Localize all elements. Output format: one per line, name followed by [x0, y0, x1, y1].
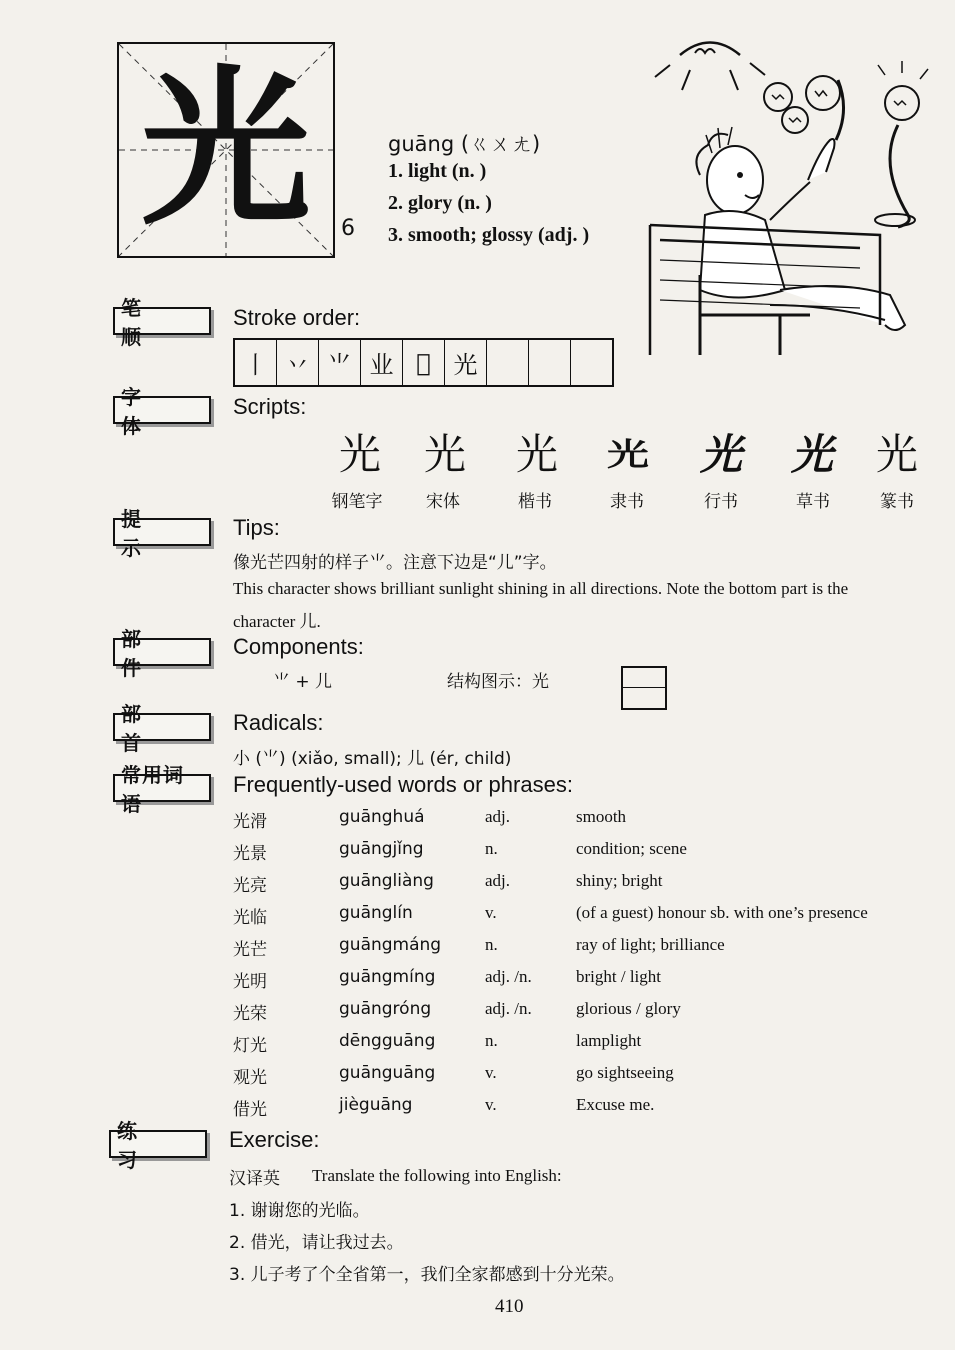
- script-char-kai: 光: [515, 430, 558, 479]
- label-words: [113, 763, 211, 816]
- stroke-step-9: [571, 340, 612, 385]
- word-pinyin: guānglín: [339, 903, 413, 923]
- word-chinese: 光临: [233, 908, 267, 928]
- word-chinese: 观光: [233, 1068, 267, 1088]
- stroke-step-3: ⺌: [319, 340, 361, 385]
- word-pinyin: guāngjǐng: [339, 839, 424, 859]
- word-pos: v.: [485, 1063, 497, 1082]
- exercise-instruction-cn: 汉译英: [229, 1169, 280, 1189]
- cartoon-illustration: [640, 35, 930, 375]
- exercise-instruction-en: Translate the following into English:: [312, 1166, 562, 1185]
- stroke-step-1: 丨: [235, 340, 277, 385]
- word-english: shiny; bright: [576, 871, 663, 890]
- stroke-order-grid: [233, 338, 614, 387]
- word-pos: adj. /n.: [485, 967, 532, 986]
- label-exercise-text: 练习: [117, 1119, 175, 1172]
- word-pos: adj.: [485, 871, 511, 890]
- script-name-xing: 行书: [704, 492, 738, 512]
- word-pos: n.: [485, 1031, 498, 1050]
- word-pos: v.: [485, 1095, 497, 1114]
- word-english: ray of light; brilliance: [576, 935, 725, 954]
- exercise-item-2: 2. 借光，请让我过去。: [229, 1233, 404, 1253]
- word-english: Excuse me.: [576, 1095, 655, 1114]
- stroke-step-7: [487, 340, 529, 385]
- word-pinyin: dēngguāng: [339, 1031, 436, 1051]
- script-name-song: 宋体: [426, 492, 460, 512]
- label-radicals-text: 部首: [121, 702, 179, 755]
- label-radicals: [113, 702, 211, 755]
- word-english: smooth: [576, 807, 627, 826]
- definition-3: 3. smooth; glossy (adj. ): [388, 224, 590, 246]
- tips-chinese: 像光芒四射的样子⺌。注意下边是“儿”字。: [233, 553, 557, 573]
- page-number: 410: [495, 1296, 524, 1317]
- script-name-kai: 楷书: [518, 492, 552, 512]
- exercise-item-1: 1. 谢谢您的光临。: [229, 1201, 370, 1221]
- script-name-li: 隶书: [610, 492, 644, 512]
- script-char-cao: 光: [790, 430, 833, 479]
- label-tips: [113, 507, 211, 560]
- word-pinyin: guāngmíng: [339, 967, 436, 987]
- word-chinese: 光荣: [233, 1004, 267, 1024]
- script-char-pen: 光: [338, 430, 381, 479]
- word-chinese: 灯光: [233, 1036, 267, 1056]
- scripts-title: Scripts:: [233, 394, 307, 419]
- label-tips-text: 提示: [121, 507, 179, 560]
- stroke-order-title: Stroke order:: [233, 305, 361, 330]
- word-pos: adj. /n.: [485, 999, 532, 1018]
- tips-english-line1: This character shows brilliant sunlight shining in all directions. Note the bottom part is the: [233, 579, 849, 598]
- word-pinyin: guāngmáng: [339, 935, 442, 955]
- stroke-step-2: 丷: [277, 340, 319, 385]
- word-english: lamplight: [576, 1031, 642, 1050]
- radicals-title: Radicals:: [233, 710, 324, 735]
- components-formula: ⺌ + 儿: [273, 672, 333, 692]
- stroke-step-8: [529, 340, 571, 385]
- stroke-count: 6: [341, 216, 355, 241]
- word-pinyin: guānghuá: [339, 807, 425, 827]
- word-english: condition; scene: [576, 839, 687, 858]
- tips-english-line2: character 儿.: [233, 612, 321, 631]
- label-stroke-order-text: 笔顺: [121, 296, 179, 349]
- pinyin: guāng (ㄍㄨㄤ): [388, 132, 541, 156]
- script-char-song: 光: [423, 430, 466, 479]
- word-pinyin: guāngróng: [339, 999, 432, 1019]
- label-scripts-text: 字体: [121, 385, 179, 438]
- word-chinese: 光亮: [233, 876, 267, 896]
- label-components-text: 部件: [121, 627, 179, 680]
- script-char-li: 光: [606, 435, 649, 473]
- label-scripts: [113, 385, 211, 438]
- word-pinyin: jièguāng: [339, 1095, 413, 1115]
- stroke-step-5: 𫝀: [403, 340, 445, 385]
- script-name-cao: 草书: [796, 492, 830, 512]
- word-english: bright / light: [576, 967, 661, 986]
- structure-diagram: [621, 666, 667, 710]
- word-english: glorious / glory: [576, 999, 681, 1018]
- label-exercise: [109, 1119, 207, 1172]
- word-chinese: 光芒: [233, 940, 267, 960]
- word-pos: v.: [485, 903, 497, 922]
- radicals-text: 小 (⺌) (xiǎo, small); 儿 (ér, child): [233, 749, 512, 769]
- word-pos: n.: [485, 839, 498, 858]
- word-chinese: 光景: [233, 844, 267, 864]
- word-chinese: 借光: [233, 1100, 267, 1120]
- label-components: [113, 627, 211, 680]
- word-chinese: 光明: [233, 972, 267, 992]
- stroke-step-6: 光: [445, 340, 487, 385]
- structure-label: 结构图示：光: [447, 672, 549, 692]
- word-pos: n.: [485, 935, 498, 954]
- script-char-xing: 光: [699, 430, 742, 479]
- words-title: Frequently-used words or phrases:: [233, 772, 573, 797]
- definition-1: 1. light (n. ): [388, 160, 487, 182]
- script-name-zhuan: 篆书: [880, 492, 914, 512]
- definition-2: 2. glory (n. ): [388, 192, 492, 214]
- components-title: Components:: [233, 634, 364, 659]
- stroke-step-4: 业: [361, 340, 403, 385]
- word-pinyin: guāngliàng: [339, 871, 434, 891]
- label-words-text: 常用词语: [121, 763, 184, 816]
- main-character: 光: [140, 51, 311, 249]
- word-english: (of a guest) honour sb. with one’s presence: [576, 903, 868, 922]
- label-stroke-order: [113, 296, 211, 349]
- script-name-pen: 钢笔字: [331, 492, 383, 512]
- exercise-item-3: 3. 儿子考了个全省第一，我们全家都感到十分光荣。: [229, 1265, 625, 1285]
- word-english: go sightseeing: [576, 1063, 674, 1082]
- word-chinese: 光滑: [233, 812, 267, 832]
- script-char-zhuan: 光: [875, 430, 918, 479]
- tips-title: Tips:: [233, 515, 280, 540]
- word-pos: adj.: [485, 807, 511, 826]
- character-box: [117, 42, 335, 258]
- structure-divider: [623, 687, 665, 688]
- exercise-title: Exercise:: [229, 1127, 320, 1152]
- word-pinyin: guānguāng: [339, 1063, 436, 1083]
